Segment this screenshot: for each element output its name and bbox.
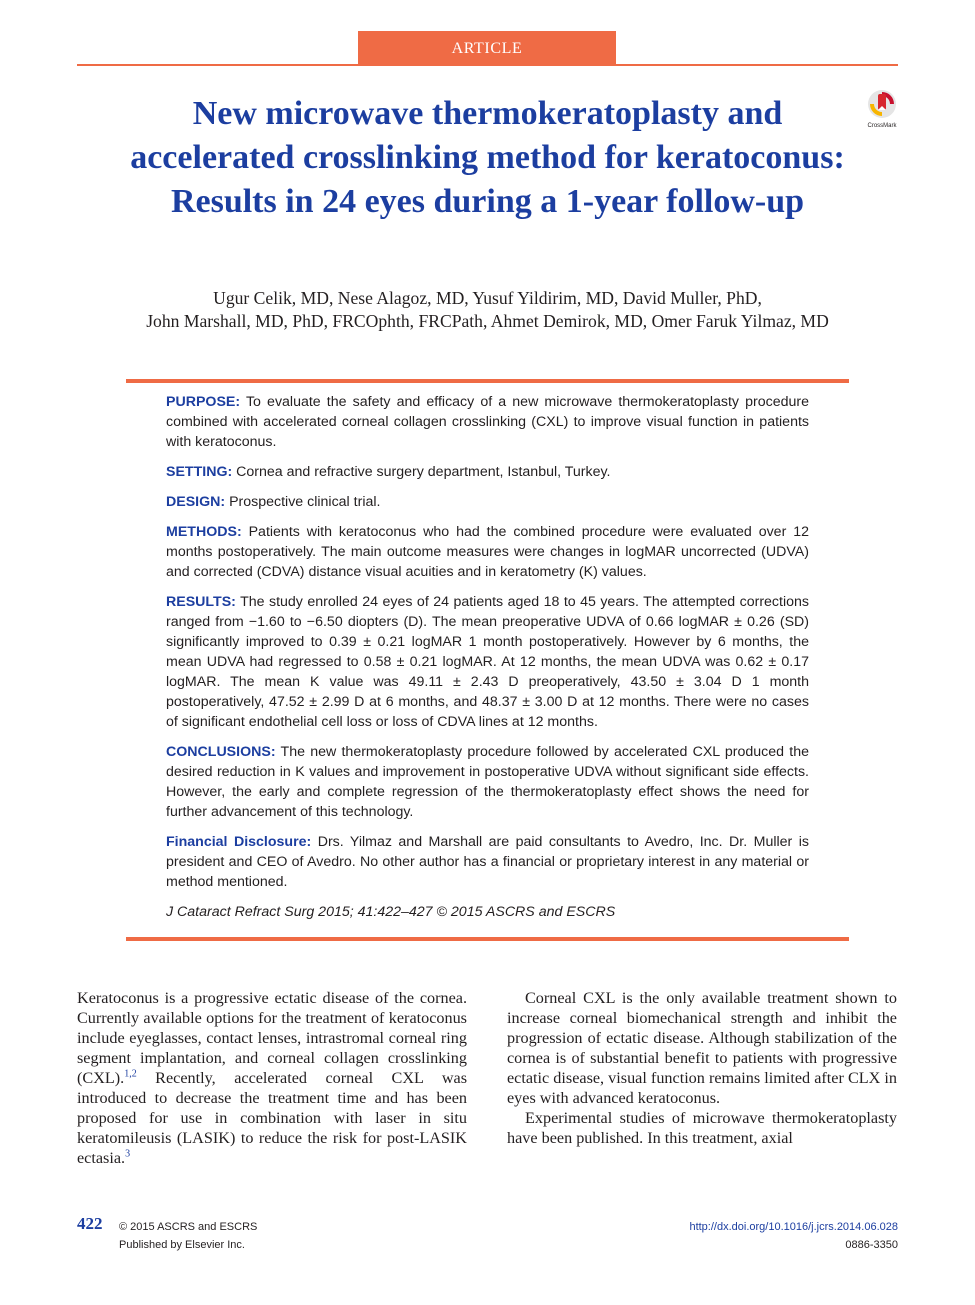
abstract-design [166,492,809,512]
abstract-disclosure [166,832,809,892]
setting-text: Cornea and refractive surgery department, Istanbul, Turkey. [232,464,611,480]
author-list [77,287,898,333]
authors-line-2: John Marshall, MD, PhD, FRCOphth, FRCPath, Ahmet Demirok, MD, Omer Faruk Yilmaz, MD [146,311,829,331]
disclosure-label: Financial Disclosure: [166,834,312,850]
conclusions-label: CONCLUSIONS: [166,744,276,760]
crossmark-logo[interactable] [860,86,904,130]
design-label: DESIGN: [166,494,226,510]
abstract-setting [166,462,809,482]
doi-link[interactable]: http://dx.doi.org/10.1016/j.jcrs.2014.06.028 [689,1221,898,1233]
body-column-left [77,988,467,1168]
reference-link-1-2[interactable]: 1,2 [124,1068,137,1080]
cxl-paragraph: Corneal CXL is the only available treatment shown to increase corneal biomechanical strength and inhibit the progression of ectatic disease. Although stabilization of the cornea is of substantial benefit to patients with progressive ectatic disease, visual function remains limited after CLX in eyes with advanced keratoconus. [507,989,897,1107]
crossmark-label: CrossMark [867,123,897,129]
results-label: RESULTS: [166,594,236,610]
conclusions-text: The new thermokeratoplasty procedure followed by accelerated CXL produced the desired reduction in K values and improvement in postoperative UDVA without significant side effects. However, the early and complete regression of the thermokeratoplasty effect shows the need for further advancement of this technology. [166,744,809,820]
abstract-bottom-rule [126,937,849,941]
footer-identifiers [689,1218,898,1254]
abstract-methods [166,522,809,582]
footer-copyright [119,1218,257,1254]
reference-link-3[interactable]: 3 [125,1148,131,1160]
results-text: The study enrolled 24 eyes of 24 patients aged 18 to 45 years. The attempted corrections ranged from −1.60 to −6.50 diopters (D). The mean preoperative UDVA of 0.66 logMAR ± 0.26 (SD) significantly improved to 0.39 ± 0.21 logMAR 1 month postoperatively. However by 6 months, the mean UDVA had regressed to 0.58 ± 0.21 logMAR. At 12 months, the mean UDVA was 0.62 ± 0.17 logMAR. The mean K value was 49.11 ± 2.43 D preoperatively, 43.50 ± 3.04 D 1 month postoperatively, 47.52 ± 2.99 D at 6 months, and 48.37 ± 3.00 D at 12 months. There were no cases of significant endothelial cell loss or loss of CDVA lines at 12 months. [166,594,809,730]
abstract-conclusions [166,742,809,822]
crossmark-icon [860,86,904,130]
intro-text-a: Keratoconus is a progressive ectatic disease of the cornea. Currently available options for the treatment of keratoconus include eyeglasses, contact lenses, intrastromal corneal ring segment implantation, and corneal collagen crosslinking (CXL). [77,989,467,1087]
abstract-purpose [166,392,809,452]
journal-citation: J Cataract Refract Surg 2015; 41:422–427 © 2015 ASCRS and ESCRS [166,904,616,920]
body-column-right [507,988,897,1148]
authors-line-1: Ugur Celik, MD, Nese Alagoz, MD, Yusuf Yildirim, MD, David Muller, PhD, [213,288,762,308]
abstract-results [166,592,809,732]
purpose-text: To evaluate the safety and efficacy of a new microwave thermokeratoplasty procedure combined with accelerated corneal collagen crosslinking (CXL) to improve visual function in patients with keratoconus. [166,394,809,450]
purpose-label: PURPOSE: [166,394,241,410]
methods-text: Patients with keratoconus who had the combined procedure were evaluated over 12 months postoperatively. The main outcome measures were changes in logMAR uncorrected (UDVA) and corrected (CDVA) distance visual acuities and in keratometry (K) values. [166,524,809,580]
abstract [166,392,809,932]
design-text: Prospective clinical trial. [225,494,381,510]
copyright-text: © 2015 ASCRS and ESCRS [119,1221,258,1233]
disclosure-text: Drs. Yilmaz and Marshall are paid consultants to Avedro, Inc. Dr. Muller is president and CEO of Avedro. No other author has a financial or proprietary interest in any material or method mentioned. [166,834,809,890]
abstract-top-rule [126,379,849,383]
methods-label: METHODS: [166,524,242,540]
page-number: 422 [77,1214,103,1233]
section-tab: ARTICLE [358,31,616,65]
header-rule [77,64,898,66]
intro-paragraph [77,988,467,1168]
publisher-text: Published by Elsevier Inc. [119,1239,245,1251]
setting-label: SETTING: [166,464,233,480]
intro-text-b: Recently, accelerated corneal CXL was introduced to decrease the treatment time and has been proposed for use in combination with laser in situ keratomileusis (LASIK) to reduce the risk for post-LASIK ectasia. [77,1069,467,1167]
article-title: New microwave thermokeratoplasty and accelerated crosslinking method for keratoconus: Results in 24 eyes during a 1-year follow-up [130,95,845,220]
issn-text: 0886-3350 [845,1239,898,1251]
experimental-paragraph: Experimental studies of microwave thermokeratoplasty have been published. In this treatment, axial [507,1109,897,1147]
